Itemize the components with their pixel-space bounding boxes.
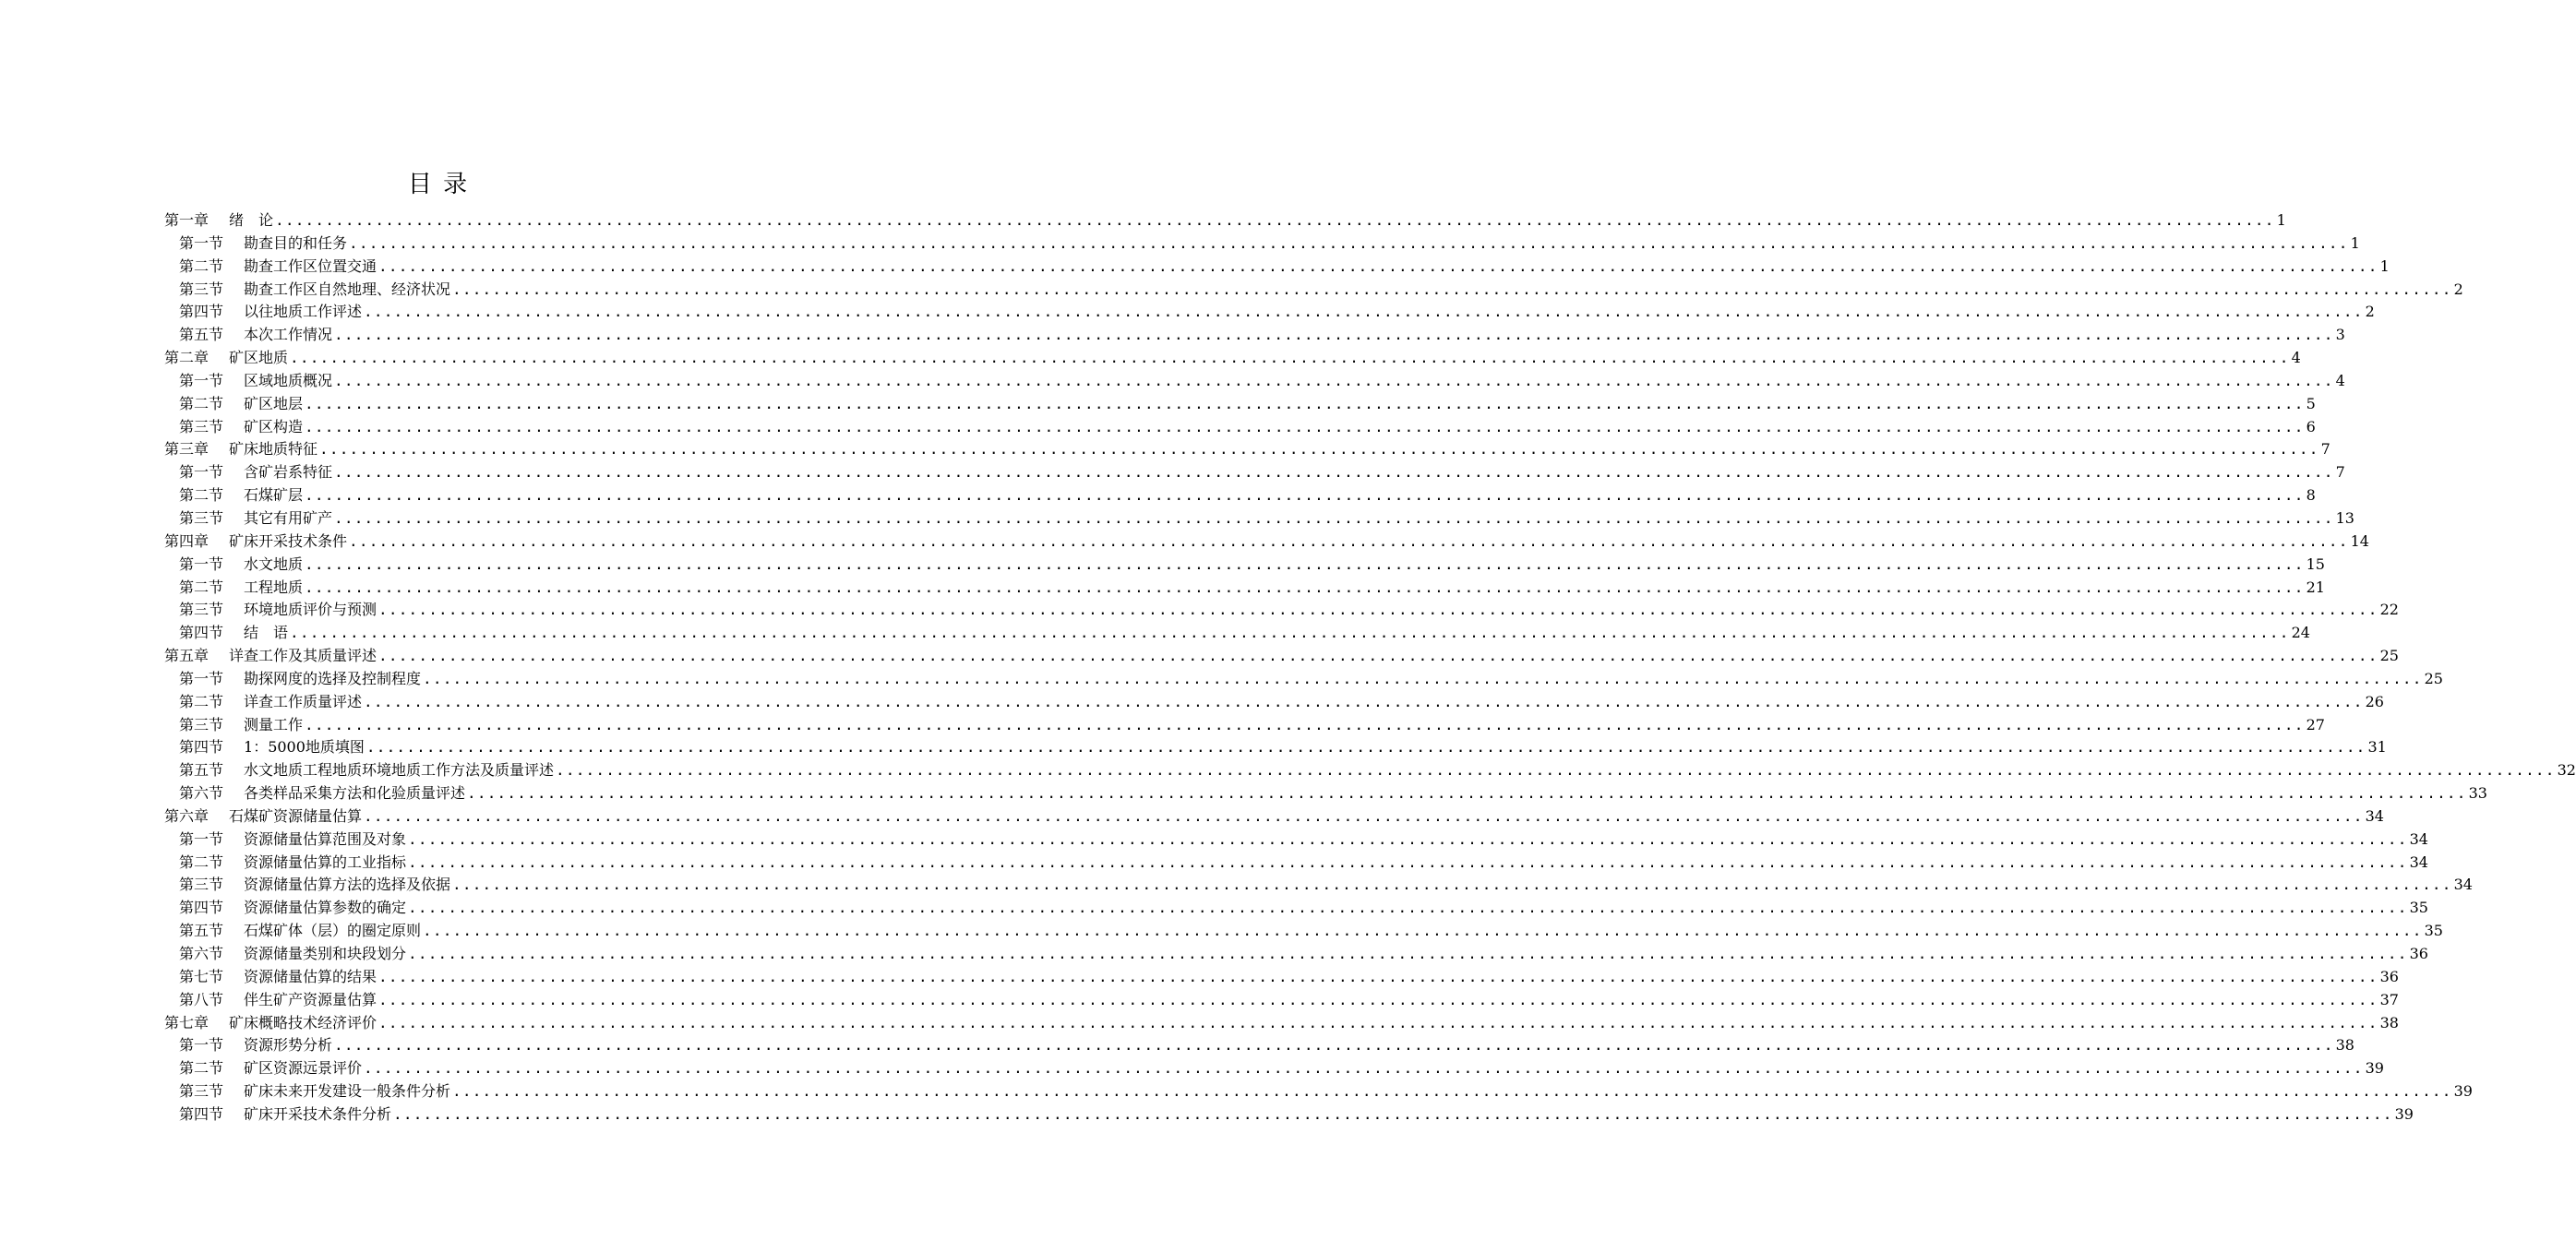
toc-entry-label: 第一节 — [179, 233, 224, 252]
toc-chapter-entry[interactable] — [164, 209, 2286, 232]
toc-entry-title: 资源储量估算的结果 — [244, 967, 377, 985]
toc-entry-page-number: 1 — [2379, 256, 2390, 275]
toc-leader-dots: ........................................................................................................................................................................................................ — [365, 738, 2366, 757]
toc-entry-page-number: 37 — [2379, 990, 2399, 1008]
toc-entry-label: 第七节 — [179, 967, 224, 985]
toc-entry-page-number: 22 — [2379, 601, 2399, 619]
toc-entry-page-number: 34 — [2409, 852, 2428, 871]
toc-entry-title: 勘查工作区自然地理、经济状况 — [244, 280, 451, 298]
toc-section-entry[interactable] — [164, 667, 2443, 690]
toc-entry-page-number: 25 — [2424, 669, 2443, 687]
toc-section-entry[interactable] — [164, 507, 2354, 530]
toc-entry-label: 第一节 — [179, 371, 224, 389]
toc-entry-label: 第四节 — [179, 303, 224, 321]
toc-entry-page-number: 1 — [2276, 211, 2286, 229]
toc-entry-title: 矿区地层 — [244, 394, 304, 412]
toc-entry-page-number: 3 — [2335, 326, 2345, 344]
toc-leader-dots: ........................................................................................................................................................................................................ — [378, 1013, 2378, 1031]
toc-leader-dots: ........................................................................................................................................................................................................ — [423, 669, 2423, 687]
toc-leader-dots: ........................................................................................................................................................................................................ — [408, 945, 2408, 962]
toc-entry-title: 矿区地质 — [229, 349, 289, 367]
toc-entry-label: 第一节 — [179, 669, 224, 687]
toc-entry-page-number: 13 — [2335, 508, 2354, 527]
toc-entry-title: 资源储量估算的工业指标 — [244, 852, 407, 871]
toc-leader-dots: ........................................................................................................................................................................................................ — [378, 256, 2378, 275]
toc-leader-dots: ........................................................................................................................................................................................................ — [378, 990, 2378, 1008]
toc-entry-page-number: 6 — [2306, 417, 2316, 435]
toc-entry-page-number: 38 — [2379, 1013, 2399, 1031]
toc-section-entry[interactable] — [164, 828, 2428, 851]
toc-entry-page-number: 4 — [2291, 349, 2301, 367]
toc-section-entry[interactable] — [164, 1056, 2384, 1079]
toc-entry-page-number: 33 — [2468, 784, 2487, 803]
toc-entry-title: 绪 论 — [229, 211, 274, 229]
toc-entry-title: 水文地质 — [244, 554, 304, 573]
toc-entry-title: 本次工作情况 — [244, 326, 333, 344]
toc-entry-label: 第五章 — [164, 647, 210, 665]
toc-entry-label: 第二节 — [179, 486, 224, 505]
toc-entry-page-number: 34 — [2365, 806, 2384, 825]
toc-entry-label: 第三节 — [179, 508, 224, 527]
toc-section-entry[interactable] — [164, 576, 2325, 599]
toc-entry-label: 第四节 — [179, 1104, 224, 1123]
toc-entry-title: 详查工作质量评述 — [244, 692, 363, 710]
toc-section-entry[interactable] — [164, 483, 2316, 507]
toc-entry-label: 第三节 — [179, 715, 224, 733]
toc-entry-title: 资源储量类别和块段划分 — [244, 945, 407, 962]
toc-section-entry[interactable] — [164, 942, 2428, 965]
toc-entry-label: 第三节 — [179, 876, 224, 894]
toc-section-entry[interactable] — [164, 965, 2399, 988]
toc-entry-label: 第一节 — [179, 1036, 224, 1055]
toc-leader-dots: ........................................................................................................................................................................................................ — [452, 280, 2452, 298]
toc-entry-page-number: 35 — [2409, 899, 2428, 917]
toc-leader-dots: ........................................................................................................................................................................................................ — [452, 1082, 2452, 1101]
toc-leader-dots: ........................................................................................................................................................................................................ — [393, 1104, 2393, 1123]
toc-entry-page-number: 36 — [2409, 945, 2428, 962]
toc-section-entry[interactable] — [164, 851, 2428, 874]
toc-entry-label: 第八节 — [179, 990, 224, 1008]
toc-entry-page-number: 25 — [2379, 647, 2399, 665]
toc-entry-title: 伴生矿产资源量估算 — [244, 990, 377, 1008]
toc-chapter-entry[interactable] — [164, 346, 2301, 369]
toc-leader-dots: ........................................................................................................................................................................................................ — [305, 417, 2305, 435]
toc-leader-dots: ........................................................................................................................................................................................................ — [408, 829, 2408, 848]
toc-entry-title: 矿床未来开发建设一般条件分析 — [244, 1082, 451, 1101]
toc-leader-dots: ........................................................................................................................................................................................................ — [290, 349, 2290, 367]
toc-entry-title: 矿区构造 — [244, 417, 304, 435]
toc-chapter-entry[interactable] — [164, 644, 2399, 667]
toc-entry-label: 第二节 — [179, 578, 224, 596]
toc-section-entry[interactable] — [164, 415, 2316, 438]
toc-entry-label: 第五节 — [179, 761, 224, 780]
toc-leader-dots: ........................................................................................................................................................................................................ — [275, 211, 2275, 229]
toc-leader-dots: ........................................................................................................................................................................................................ — [364, 303, 2364, 321]
toc-entry-label: 第一节 — [179, 463, 224, 482]
toc-entry-label: 第一章 — [164, 211, 210, 229]
toc-entry-title: 区域地质概况 — [244, 371, 333, 389]
toc-entry-page-number: 39 — [2365, 1059, 2384, 1078]
toc-section-entry[interactable] — [164, 1033, 2354, 1056]
toc-entry-title: 矿床概略技术经济评价 — [229, 1013, 377, 1031]
toc-entry-page-number: 36 — [2379, 967, 2399, 985]
toc-entry-label: 第六节 — [179, 784, 224, 803]
toc-leader-dots: ........................................................................................................................................................................................................ — [364, 806, 2364, 825]
toc-leader-dots: ........................................................................................................................................................................................................ — [319, 440, 2319, 459]
toc-section-entry[interactable] — [164, 758, 2576, 781]
toc-entry-label: 第五节 — [179, 922, 224, 940]
toc-entry-title: 其它有用矿产 — [244, 508, 333, 527]
toc-section-entry[interactable] — [164, 690, 2384, 713]
toc-entry-title: 资源形势分析 — [244, 1036, 333, 1055]
toc-entry-label: 第三章 — [164, 440, 210, 459]
toc-entry-label: 第三节 — [179, 1082, 224, 1101]
toc-entry-page-number: 2 — [2453, 280, 2463, 298]
toc-section-entry[interactable] — [164, 232, 2360, 255]
table-of-contents — [164, 209, 2576, 1126]
toc-entry-label: 第四节 — [179, 738, 224, 757]
toc-entry-title: 以往地质工作评述 — [244, 303, 363, 321]
toc-entry-page-number: 38 — [2335, 1036, 2354, 1055]
toc-entry-page-number: 39 — [2394, 1104, 2414, 1123]
toc-entry-page-number: 27 — [2306, 715, 2325, 733]
toc-leader-dots: ........................................................................................................................................................................................................ — [305, 486, 2305, 505]
toc-leader-dots: ........................................................................................................................................................................................................ — [378, 967, 2378, 985]
toc-entry-label: 第七章 — [164, 1013, 210, 1031]
toc-section-entry[interactable] — [164, 598, 2399, 621]
toc-leader-dots: ........................................................................................................................................................................................................ — [408, 899, 2408, 917]
toc-leader-dots: ........................................................................................................................................................................................................ — [378, 647, 2378, 665]
toc-entry-label: 第六节 — [179, 945, 224, 962]
toc-entry-label: 第二节 — [179, 1059, 224, 1078]
toc-section-entry[interactable] — [164, 460, 2345, 483]
toc-leader-dots: ........................................................................................................................................................................................................ — [290, 624, 2290, 642]
toc-entry-page-number: 5 — [2306, 394, 2316, 412]
toc-entry-title: 资源储量估算范围及对象 — [244, 829, 407, 848]
toc-entry-label: 第一节 — [179, 829, 224, 848]
toc-section-entry[interactable] — [164, 553, 2325, 576]
toc-leader-dots: ........................................................................................................................................................................................................ — [334, 1036, 2334, 1055]
toc-entry-page-number: 34 — [2453, 876, 2473, 894]
toc-entry-title: 各类样品采集方法和化验质量评述 — [244, 784, 466, 803]
toc-entry-label: 第六章 — [164, 806, 210, 825]
toc-section-entry[interactable] — [164, 1103, 2414, 1126]
toc-entry-title: 工程地质 — [244, 578, 304, 596]
toc-entry-page-number: 31 — [2367, 738, 2387, 757]
toc-section-entry[interactable] — [164, 300, 2375, 323]
toc-entry-title: 结 语 — [244, 624, 289, 642]
toc-entry-page-number: 35 — [2424, 922, 2443, 940]
toc-leader-dots: ........................................................................................................................................................................................................ — [334, 326, 2334, 344]
toc-leader-dots: ........................................................................................................................................................................................................ — [305, 554, 2305, 573]
toc-entry-title: 矿区资源远景评价 — [244, 1059, 363, 1078]
toc-entry-label: 第二章 — [164, 349, 210, 367]
toc-entry-label: 第四节 — [179, 899, 224, 917]
toc-entry-title: 勘探网度的选择及控制程度 — [244, 669, 422, 687]
toc-entry-title: 水文地质工程地质环境地质工作方法及质量评述 — [244, 761, 555, 780]
toc-entry-label: 第二节 — [179, 692, 224, 710]
toc-section-entry[interactable] — [164, 896, 2428, 919]
toc-entry-page-number: 7 — [2335, 463, 2345, 482]
toc-entry-title: 资源储量估算方法的选择及依据 — [244, 876, 451, 894]
toc-leader-dots: ........................................................................................................................................................................................................ — [364, 1059, 2364, 1078]
toc-section-entry[interactable] — [164, 1079, 2473, 1103]
toc-leader-dots: ........................................................................................................................................................................................................ — [305, 578, 2305, 596]
toc-entry-title: 勘查工作区位置交通 — [244, 256, 377, 275]
toc-chapter-entry[interactable] — [164, 437, 2330, 460]
toc-entry-page-number: 26 — [2365, 692, 2384, 710]
toc-entry-title: 石煤矿层 — [244, 486, 304, 505]
toc-entry-label: 第二节 — [179, 256, 224, 275]
toc-entry-label: 第二节 — [179, 394, 224, 412]
toc-section-entry[interactable] — [164, 873, 2473, 896]
toc-entry-title: 测量工作 — [244, 715, 304, 733]
page-title: 目 录 — [407, 171, 470, 198]
toc-entry-page-number: 32 — [2557, 761, 2576, 780]
toc-chapter-entry[interactable] — [164, 1011, 2399, 1034]
toc-leader-dots: ........................................................................................................................................................................................................ — [334, 371, 2334, 389]
toc-section-entry[interactable] — [164, 713, 2325, 736]
toc-leader-dots: ........................................................................................................................................................................................................ — [408, 852, 2408, 871]
toc-section-entry[interactable] — [164, 988, 2399, 1011]
toc-entry-title: 1：5000地质填图 — [244, 738, 365, 757]
toc-entry-title: 含矿岩系特征 — [244, 463, 333, 482]
toc-entry-title: 矿床地质特征 — [229, 440, 318, 459]
toc-entry-page-number: 8 — [2306, 486, 2316, 505]
toc-entry-label: 第三节 — [179, 280, 224, 298]
toc-entry-page-number: 14 — [2350, 531, 2369, 550]
toc-leader-dots: ........................................................................................................................................................................................................ — [305, 394, 2305, 412]
toc-entry-title: 矿床开采技术条件 — [229, 531, 348, 550]
toc-leader-dots: ........................................................................................................................................................................................................ — [378, 601, 2378, 619]
toc-leader-dots: ........................................................................................................................................................................................................ — [305, 715, 2305, 733]
toc-entry-page-number: 15 — [2306, 554, 2325, 573]
toc-leader-dots: ........................................................................................................................................................................................................ — [452, 876, 2452, 894]
toc-section-entry[interactable] — [164, 323, 2345, 346]
toc-section-entry[interactable] — [164, 278, 2463, 301]
toc-section-entry[interactable] — [164, 255, 2390, 278]
toc-leader-dots: ........................................................................................................................................................................................................ — [334, 463, 2334, 482]
toc-section-entry[interactable] — [164, 621, 2310, 644]
toc-entry-page-number: 4 — [2335, 371, 2345, 389]
toc-entry-label: 第四节 — [179, 624, 224, 642]
toc-entry-label: 第三节 — [179, 601, 224, 619]
toc-entry-page-number: 34 — [2409, 829, 2428, 848]
toc-entry-title: 石煤矿体（层）的圈定原则 — [244, 922, 422, 940]
toc-entry-label: 第一节 — [179, 554, 224, 573]
toc-entry-label: 第四章 — [164, 531, 210, 550]
toc-entry-label: 第五节 — [179, 326, 224, 344]
toc-leader-dots: ........................................................................................................................................................................................................ — [423, 922, 2423, 940]
toc-entry-title: 详查工作及其质量评述 — [229, 647, 377, 665]
toc-entry-title: 资源储量估算参数的确定 — [244, 899, 407, 917]
toc-entry-title: 勘查目的和任务 — [244, 233, 348, 252]
toc-leader-dots: ........................................................................................................................................................................................................ — [349, 531, 2349, 550]
toc-section-entry[interactable] — [164, 781, 2487, 805]
toc-section-entry[interactable] — [164, 735, 2387, 758]
toc-leader-dots: ........................................................................................................................................................................................................ — [334, 508, 2334, 527]
toc-leader-dots: ........................................................................................................................................................................................................ — [467, 784, 2467, 803]
toc-entry-label: 第二节 — [179, 852, 224, 871]
toc-leader-dots: ........................................................................................................................................................................................................ — [364, 692, 2364, 710]
toc-entry-page-number: 2 — [2365, 303, 2375, 321]
toc-chapter-entry[interactable] — [164, 530, 2369, 553]
toc-entry-page-number: 39 — [2453, 1082, 2473, 1101]
toc-leader-dots: ........................................................................................................................................................................................................ — [556, 761, 2556, 780]
toc-entry-title: 环境地质评价与预测 — [244, 601, 377, 619]
toc-entry-title: 矿床开采技术条件分析 — [244, 1104, 392, 1123]
toc-section-entry[interactable] — [164, 919, 2443, 942]
toc-entry-title: 石煤矿资源储量估算 — [229, 806, 363, 825]
toc-section-entry[interactable] — [164, 392, 2316, 415]
toc-entry-page-number: 21 — [2306, 578, 2325, 596]
toc-section-entry[interactable] — [164, 369, 2345, 392]
toc-entry-label: 第三节 — [179, 417, 224, 435]
toc-chapter-entry[interactable] — [164, 805, 2384, 828]
toc-entry-page-number: 1 — [2350, 233, 2360, 252]
toc-entry-page-number: 24 — [2291, 624, 2310, 642]
toc-entry-page-number: 7 — [2320, 440, 2330, 459]
toc-leader-dots: ........................................................................................................................................................................................................ — [349, 233, 2349, 252]
